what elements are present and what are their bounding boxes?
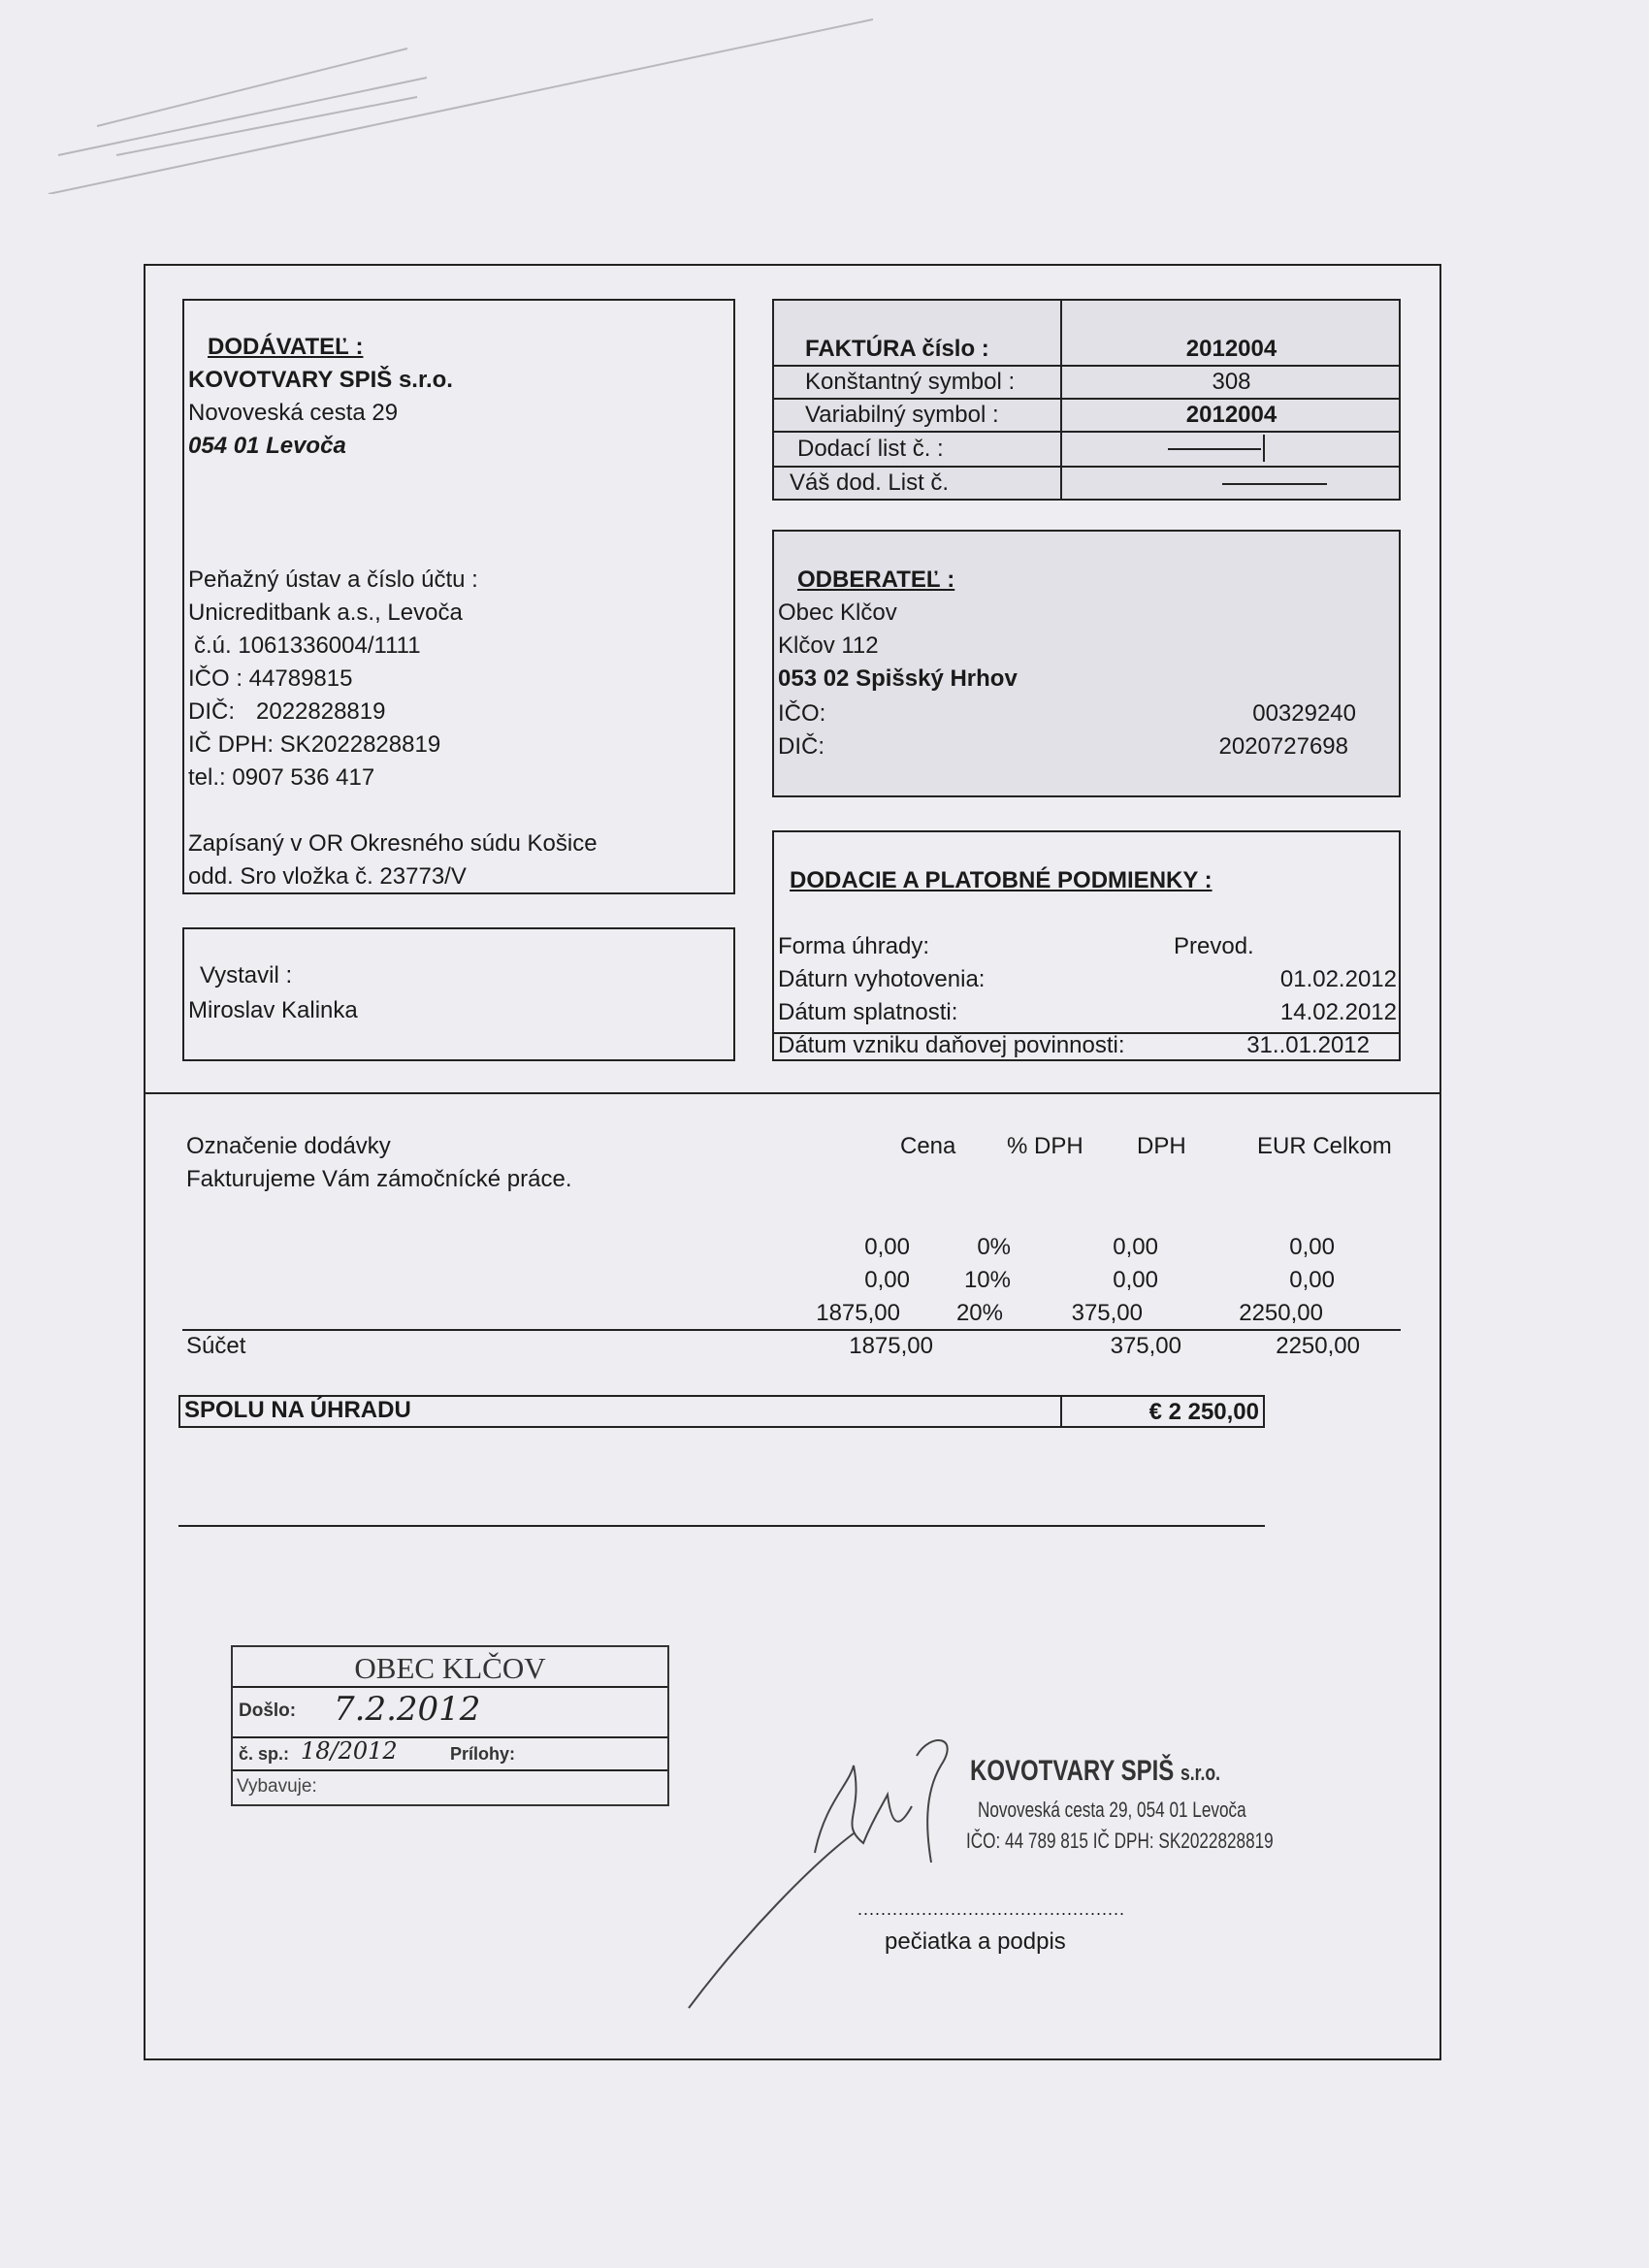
- constant-symbol-label: Konštantný symbol :: [805, 369, 1016, 395]
- your-delivery-note-dash: [1222, 483, 1327, 485]
- signature-icon: [669, 1727, 1018, 2018]
- row-vat-pct: 20%: [955, 1300, 1003, 1326]
- row-price: 0,00: [864, 1234, 910, 1260]
- reference-label: č. sp.:: [239, 1744, 290, 1764]
- received-date-label: Došlo:: [239, 1701, 297, 1721]
- row-vat-pct: 0%: [977, 1234, 1011, 1260]
- supplier-bank-name: Unicreditbank a.s., Levoča: [188, 599, 463, 626]
- total-value: € 2 250,00: [1148, 1399, 1259, 1425]
- your-delivery-note-label: Váš dod. List č.: [790, 470, 950, 496]
- supplier-register-line1: Zapísaný v OR Okresného súdu Košice: [188, 830, 598, 857]
- tax-date-label: Dátum vzniku daňovej povinnosti:: [778, 1032, 1125, 1058]
- constant-symbol-value: 308: [1212, 369, 1251, 395]
- col-header-desc: Označenie dodávky: [186, 1133, 391, 1159]
- customer-heading: ODBERATEĽ :: [797, 567, 955, 593]
- received-stamp-title: OBEC KLČOV: [354, 1651, 546, 1685]
- issue-date-value: 01.02.2012: [1279, 966, 1397, 992]
- customer-city: 053 02 Spišský Hrhov: [778, 665, 1018, 692]
- total-box-divider: [1060, 1395, 1062, 1428]
- supplier-city: 054 01 Levoča: [188, 433, 346, 459]
- sum-price: 1875,00: [849, 1333, 933, 1359]
- col-header-price: Cena: [900, 1133, 956, 1159]
- invoice-number-value: 2012004: [1185, 336, 1277, 362]
- customer-street: Klčov 112: [778, 632, 879, 659]
- received-date-value: 7.2.2012: [334, 1690, 481, 1729]
- received-stamp-line: [233, 1686, 667, 1688]
- total-label: SPOLU NA ÚHRADU: [184, 1397, 411, 1423]
- row-price: 0,00: [864, 1267, 910, 1293]
- terms-heading: DODACIE A PLATOBNÉ PODMIENKY :: [790, 867, 1212, 893]
- sum-divider: [182, 1329, 1401, 1331]
- col-header-vat: DPH: [1137, 1133, 1186, 1159]
- supplier-ico: IČO : 44789815: [188, 665, 353, 692]
- variable-symbol-label: Variabilný symbol :: [805, 402, 999, 428]
- payment-method-value: Prevod.: [1174, 933, 1254, 959]
- row-total: 0,00: [1289, 1234, 1335, 1260]
- issue-date-label: Dáturn vyhotovenia:: [778, 966, 986, 992]
- supplier-dic-value: 2022828819: [256, 698, 386, 725]
- received-stamp: [231, 1645, 669, 1806]
- row-total: 2250,00: [1239, 1300, 1323, 1326]
- supplier-heading: DODÁVATEĽ :: [208, 334, 364, 360]
- sum-total: 2250,00: [1276, 1333, 1360, 1359]
- col-header-vat-pct: % DPH: [1007, 1133, 1083, 1159]
- attachments-label: Prílohy:: [450, 1744, 516, 1764]
- footer-rule: [178, 1525, 1265, 1527]
- faded-stamp-icon: [39, 10, 873, 194]
- delivery-note-label: Dodací list č. :: [797, 436, 944, 462]
- invoice-table-row-divider: [772, 466, 1401, 468]
- sum-label: Súčet: [186, 1333, 246, 1359]
- customer-name: Obec Klčov: [778, 599, 897, 626]
- received-stamp-line: [233, 1769, 667, 1771]
- due-date-label: Dátum splatnosti:: [778, 999, 958, 1025]
- supplier-tel: tel.: 0907 536 417: [188, 764, 375, 791]
- invoice-table-col-divider: [1060, 299, 1062, 501]
- customer-ico-label: IČO:: [778, 700, 826, 727]
- variable-symbol-value: 2012004: [1185, 402, 1277, 428]
- invoice-table-row-divider: [772, 398, 1401, 400]
- company-stamp-ids: IČO: 44 789 815 IČ DPH: SK2022828819: [966, 1829, 1274, 1853]
- supplier-register-line2: odd. Sro vložka č. 23773/V: [188, 863, 467, 890]
- invoice-table-row-divider: [772, 431, 1401, 433]
- sum-vat: 375,00: [1110, 1333, 1181, 1359]
- signature-dots: ..............................................: [857, 1899, 1126, 1919]
- reference-value: 18/2012: [301, 1737, 398, 1765]
- customer-dic-value: 2020727698: [1218, 733, 1348, 760]
- issued-by-label: Vystavil :: [200, 962, 293, 988]
- issued-by-box: [182, 927, 735, 1061]
- supplier-dic-label: DIČ:: [188, 698, 235, 725]
- customer-dic-label: DIČ:: [778, 733, 824, 760]
- faded-stamp-marks: [39, 10, 873, 194]
- handles-label: Vybavuje:: [237, 1776, 317, 1797]
- issued-by-name: Miroslav Kalinka: [188, 997, 358, 1023]
- company-stamp-name-text: KOVOTVARY SPIŠ: [970, 1755, 1175, 1787]
- row-total: 0,00: [1289, 1267, 1335, 1293]
- company-stamp-address: Novoveská cesta 29, 054 01 Levoča: [978, 1798, 1246, 1822]
- company-stamp-suffix: s.r.o.: [1180, 1761, 1221, 1785]
- delivery-note-tick: [1263, 435, 1265, 462]
- section-divider: [144, 1092, 1441, 1094]
- supplier-account: č.ú. 1061336004/1111: [194, 632, 421, 659]
- company-stamp-name: [970, 1754, 1220, 1791]
- supplier-bank-label: Peňažný ústav a číslo účtu :: [188, 567, 478, 593]
- received-stamp-line: [233, 1736, 667, 1738]
- item-description: Fakturujeme Vám zámočnícké práce.: [186, 1166, 572, 1192]
- supplier-icdph: IČ DPH: SK2022828819: [188, 731, 441, 758]
- row-vat: 375,00: [1071, 1300, 1143, 1326]
- row-price: 1875,00: [816, 1300, 900, 1326]
- row-vat: 0,00: [1113, 1267, 1158, 1293]
- col-header-total: EUR Celkom: [1257, 1133, 1392, 1159]
- supplier-name: KOVOTVARY SPIŠ s.r.o.: [188, 367, 453, 393]
- delivery-note-dash: [1168, 448, 1261, 450]
- invoice-number-label: FAKTÚRA číslo :: [805, 336, 989, 362]
- due-date-value: 14.02.2012: [1279, 999, 1397, 1025]
- customer-ico-value: 00329240: [1252, 700, 1356, 727]
- supplier-street: Novoveská cesta 29: [188, 400, 399, 426]
- payment-method-label: Forma úhrady:: [778, 933, 930, 959]
- tax-date-value: 31..01.2012: [1246, 1032, 1370, 1058]
- row-vat: 0,00: [1113, 1234, 1158, 1260]
- invoice-table-row-divider: [772, 365, 1401, 367]
- row-vat-pct: 10%: [963, 1267, 1011, 1293]
- signature-label: pečiatka a podpis: [885, 1928, 1066, 1955]
